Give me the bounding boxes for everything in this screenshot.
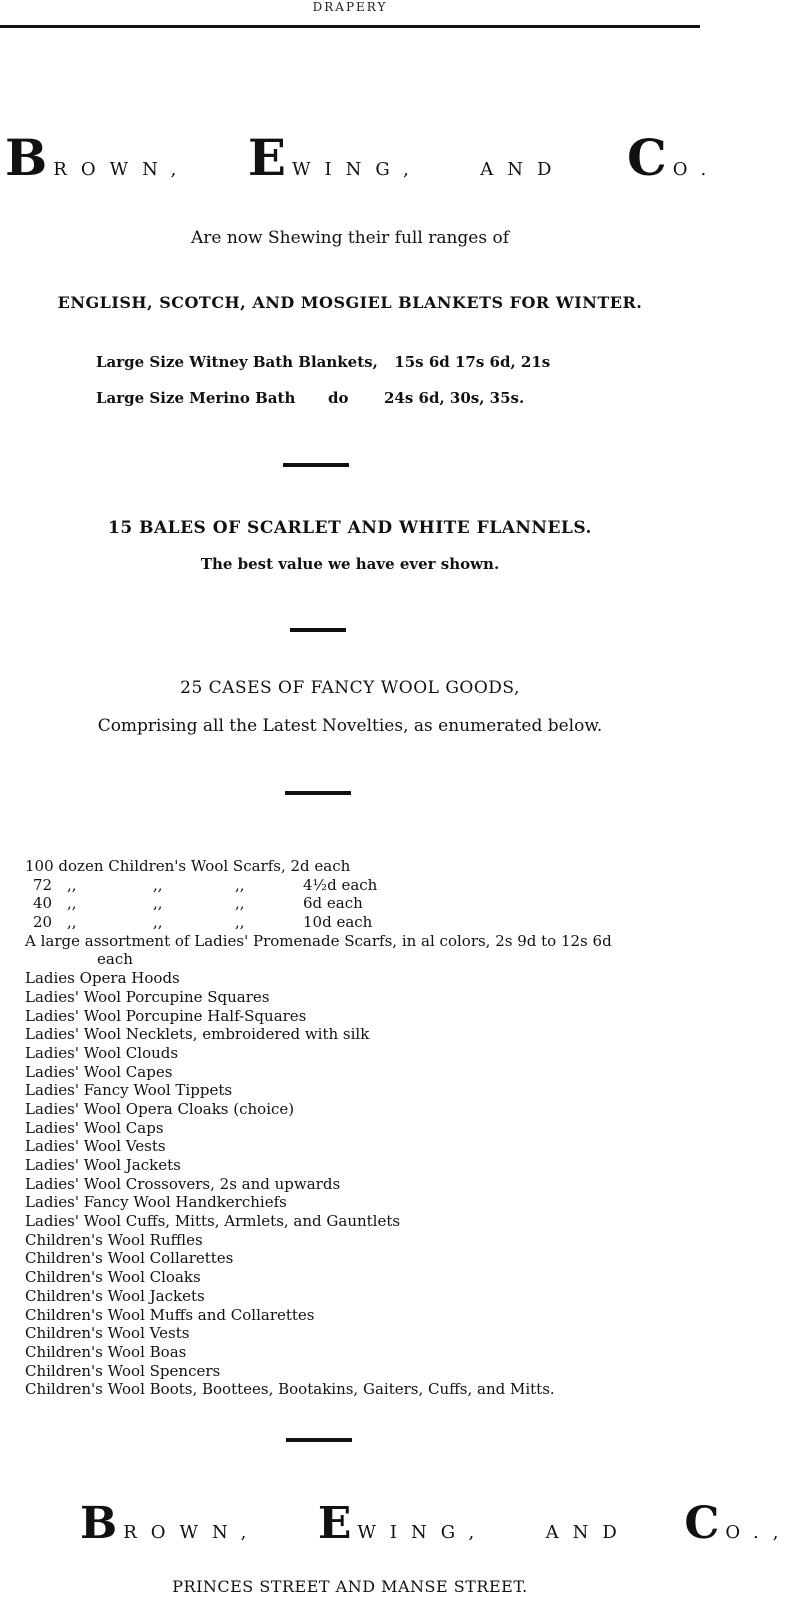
list-item: Ladies Opera Hoods (25, 969, 180, 988)
wool-goods-list (25, 857, 695, 1399)
blanket-prices: 24s 6d, 30s, 35s. (384, 389, 525, 407)
firm-word-wing: WING, (357, 1522, 489, 1543)
list-item: Children's Wool Spencers (25, 1361, 221, 1380)
ditto-mark: ,, (235, 875, 245, 894)
top-rule (0, 25, 700, 28)
firm-name-title (5, 128, 720, 187)
blanket-ditto: do (328, 389, 349, 407)
firm-word-rown: ROWN, (123, 1522, 261, 1543)
list-item (25, 876, 695, 895)
wool-sub: Comprising all the Latest Novelties, as enumerated below. (97, 716, 603, 736)
list-item: Ladies' Wool Opera Cloaks (choice) (25, 1099, 295, 1118)
list-item: Ladies' Fancy Wool Tippets (25, 1081, 233, 1100)
section-divider (286, 1438, 352, 1442)
list-item: Ladies' Wool Porcupine Squares (25, 987, 270, 1006)
section-header: DRAPERY (312, 0, 388, 14)
firm-initial-e: E (317, 1498, 358, 1549)
firm-word-rown: ROWN, (53, 159, 191, 180)
scarf-price: 4½d each (303, 875, 378, 894)
blanket-line-merino (96, 389, 596, 407)
firm-word-and: AND (480, 159, 566, 180)
list-item: Ladies' Wool Jackets (25, 1156, 181, 1174)
scarf-qty: 40 (33, 894, 53, 913)
ditto-mark: ,, (67, 875, 77, 894)
list-item (25, 857, 695, 876)
ditto-mark: ,, (235, 894, 245, 913)
ditto-mark: ,, (67, 913, 77, 932)
list-item: Ladies' Wool Necklets, embroidered with silk (25, 1025, 370, 1044)
blanket-label: Large Size Witney Bath Blankets, (96, 353, 378, 371)
blanket-line-witney (96, 353, 550, 371)
list-item: Ladies' Wool Cuffs, Mitts, Armlets, and Gauntlets (25, 1212, 401, 1231)
list-item: Ladies' Wool Clouds (25, 1043, 179, 1062)
firm-initial-c: C (626, 128, 673, 187)
scarf-price: 6d each (303, 894, 363, 913)
scarf-qty: 100 (25, 857, 54, 875)
list-item: Ladies' Wool Capes (25, 1062, 173, 1081)
ditto-mark: ,, (235, 913, 245, 932)
ditto-mark: ,, (153, 894, 163, 913)
list-item: Children's Wool Cloaks (25, 1268, 201, 1287)
firm-word-and: AND (545, 1522, 631, 1543)
list-item: A large assortment of Ladies' Promenade Scarfs, in al colors, 2s 9d to 12s 6d (25, 931, 612, 950)
list-item: Children's Wool Jackets (25, 1286, 205, 1305)
firm-word-o: O. (672, 159, 721, 180)
list-item (25, 894, 695, 913)
firm-name-footer (80, 1498, 793, 1549)
ditto-mark: ,, (153, 875, 163, 894)
section-divider (290, 628, 346, 632)
wool-items (25, 969, 695, 1399)
scarf-qty: 72 (33, 875, 53, 894)
section-divider (283, 463, 349, 467)
list-item: Children's Wool Muffs and Collarettes (25, 1305, 315, 1324)
flannels-heading: 15 BALES OF SCARLET AND WHITE FLANNELS. (108, 518, 592, 538)
firm-initial-b: B (80, 1498, 124, 1549)
section-divider (285, 791, 351, 795)
blanket-label: Large Size Merino Bath (96, 389, 296, 407)
scarf-text: dozen Children's Wool Scarfs, 2d each (58, 857, 351, 875)
firm-initial-e: E (247, 128, 292, 187)
wool-heading: 25 CASES OF FANCY WOOL GOODS, (180, 678, 520, 698)
list-item: Ladies' Fancy Wool Handkerchiefs (25, 1193, 287, 1212)
scarf-qty: 20 (33, 913, 53, 932)
firm-word-wing: WING, (292, 159, 423, 180)
firm-initial-b: B (5, 128, 54, 187)
blanket-prices: 15s 6d 17s 6d, 21s (394, 353, 551, 371)
ditto-mark: ,, (153, 913, 163, 932)
list-item: Ladies' Wool Caps (25, 1118, 164, 1137)
list-item: Children's Wool Ruffles (25, 1230, 203, 1249)
list-item: Ladies' Wool Vests (25, 1137, 166, 1156)
list-item-continuation: each (97, 950, 133, 969)
firm-word-o: O., (725, 1522, 793, 1543)
list-item: Children's Wool Collarettes (25, 1249, 234, 1268)
scarf-price: 10d each (303, 913, 373, 932)
flannels-sub: The best value we have ever shown. (200, 555, 500, 573)
list-item: Ladies' Wool Porcupine Half-Squares (25, 1006, 307, 1025)
list-item: Children's Wool Vests (25, 1324, 190, 1343)
ditto-mark: ,, (67, 894, 77, 913)
list-item: Ladies' Wool Crossovers, 2s and upwards (25, 1174, 341, 1193)
firm-initial-c: C (684, 1498, 726, 1549)
intro-line: Are now Shewing their full ranges of (190, 228, 510, 248)
address-line: PRINCES STREET AND MANSE STREET. (172, 1577, 528, 1596)
list-item: Children's Wool Boas (25, 1342, 187, 1361)
blankets-heading: ENGLISH, SCOTCH, AND MOSGIEL BLANKETS FOR WINTER. (57, 293, 643, 312)
list-item (25, 913, 695, 932)
list-item: Children's Wool Boots, Boottees, Bootakins, Gaiters, Cuffs, and Mitts. (25, 1380, 555, 1399)
